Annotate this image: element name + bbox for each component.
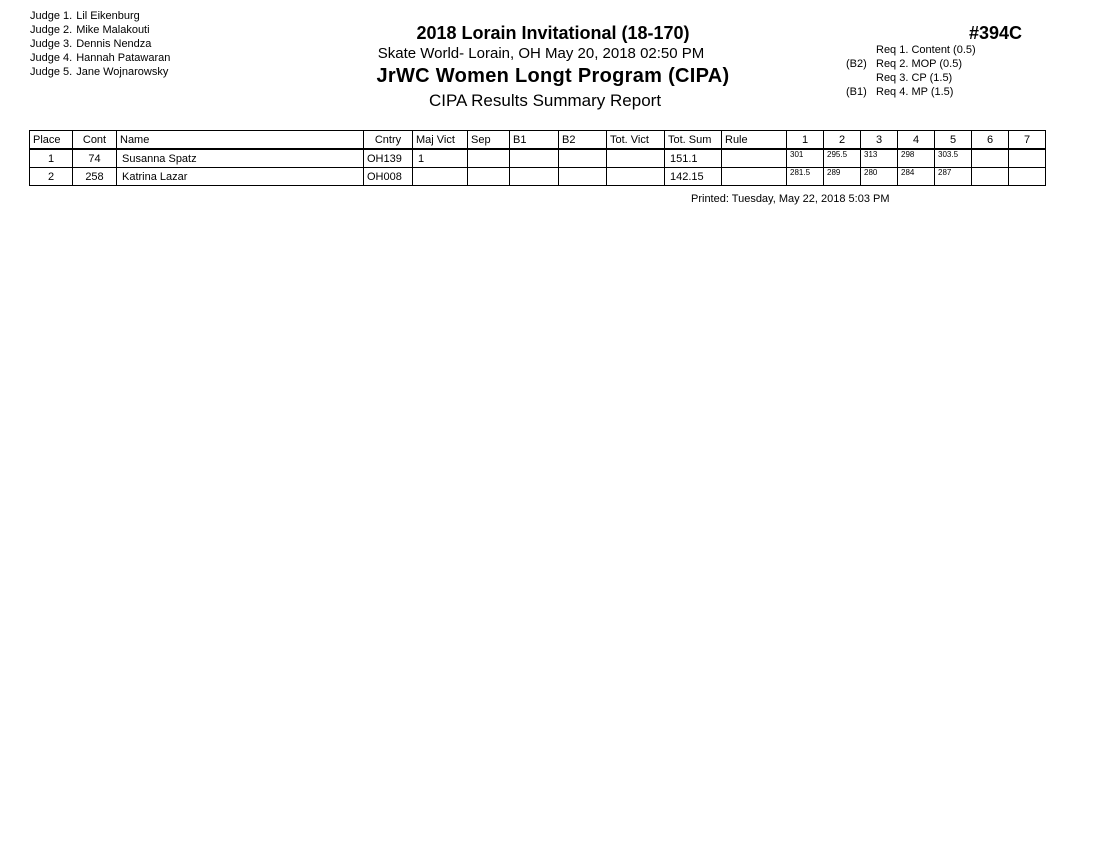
judge-row: [30, 9, 170, 23]
requirement-row: [846, 43, 976, 57]
requirement-row: [846, 85, 976, 99]
table-row: [30, 149, 1046, 168]
cell-judge-3: 280: [861, 168, 898, 186]
column-header-judge-4: 4: [898, 131, 935, 150]
cell-b2: [559, 168, 607, 186]
requirement-prefix: (B1): [846, 86, 867, 98]
judge-row: [30, 23, 170, 37]
cell-b1: [510, 168, 559, 186]
cell-judge-2: 295.5: [824, 149, 861, 168]
requirement-text: Req 2. MOP (0.5): [876, 58, 962, 70]
cell-judge-7: [1009, 168, 1046, 186]
judge-row: [30, 65, 170, 79]
column-header-cont: Cont: [73, 131, 117, 150]
cell-tot-sum: 151.1: [665, 149, 722, 168]
cell-cntry: OH008: [364, 168, 413, 186]
venue-date-subtitle: Skate World- Lorain, OH May 20, 2018 02:50 PM: [377, 45, 705, 62]
cell-tot-sum: 142.15: [665, 168, 722, 186]
judges-list: [30, 9, 170, 79]
cell-rule: [722, 168, 787, 186]
column-header-place: Place: [30, 131, 73, 150]
requirement-row: [846, 57, 976, 71]
column-header-sep: Sep: [468, 131, 510, 150]
judge-name: Hannah Patawaran: [76, 52, 171, 64]
column-header-name: Name: [117, 131, 364, 150]
cell-judge-4: 298: [898, 149, 935, 168]
column-header-b2: B2: [559, 131, 607, 150]
cell-judge-6: [972, 149, 1009, 168]
column-header-judge-3: 3: [861, 131, 898, 150]
cell-tot-vict: [607, 168, 665, 186]
requirement-text: Req 3. CP (1.5): [876, 72, 953, 84]
cell-cont: 258: [73, 168, 117, 186]
column-header-b1: B1: [510, 131, 559, 150]
cell-maj-vict: 1: [413, 149, 468, 168]
table-header-row: [30, 131, 1046, 150]
column-header-judge-2: 2: [824, 131, 861, 150]
judge-label: Judge 4.: [30, 52, 73, 64]
judge-label: Judge 2.: [30, 24, 73, 36]
cell-b1: [510, 149, 559, 168]
cell-rule: [722, 149, 787, 168]
column-header-cntry: Cntry: [364, 131, 413, 150]
column-header-tot-vict: Tot. Vict: [607, 131, 665, 150]
judge-label: Judge 1.: [30, 10, 73, 22]
printed-timestamp: Printed: Tuesday, May 22, 2018 5:03 PM: [691, 193, 890, 205]
judge-name: Jane Wojnarowsky: [76, 66, 169, 78]
cell-judge-3: 313: [861, 149, 898, 168]
competition-title: 2018 Lorain Invitational (18-170): [416, 23, 690, 43]
results-table: [29, 130, 1046, 186]
cell-judge-6: [972, 168, 1009, 186]
requirements-list: [846, 43, 976, 99]
judge-name: Dennis Nendza: [76, 38, 152, 50]
judge-label: Judge 3.: [30, 38, 73, 50]
report-title: CIPA Results Summary Report: [428, 91, 662, 110]
cell-judge-5: 303.5: [935, 149, 972, 168]
requirement-row: [846, 71, 976, 85]
judge-label: Judge 5.: [30, 66, 73, 78]
cell-judge-5: 287: [935, 168, 972, 186]
cell-sep: [468, 168, 510, 186]
cell-name: Katrina Lazar: [117, 168, 364, 186]
column-header-judge-7: 7: [1009, 131, 1046, 150]
cell-judge-2: 289: [824, 168, 861, 186]
cell-judge-4: 284: [898, 168, 935, 186]
judge-name: Mike Malakouti: [76, 24, 150, 36]
cell-b2: [559, 149, 607, 168]
cell-judge-1: 281.5: [787, 168, 824, 186]
cell-place: 1: [30, 149, 73, 168]
column-header-judge-6: 6: [972, 131, 1009, 150]
judge-row: [30, 51, 170, 65]
cell-name: Susanna Spatz: [117, 149, 364, 168]
requirement-text: Req 1. Content (0.5): [876, 44, 976, 56]
cell-judge-7: [1009, 149, 1046, 168]
cell-cntry: OH139: [364, 149, 413, 168]
requirement-prefix: (B2): [846, 58, 867, 70]
event-number: #394C: [968, 23, 1022, 43]
column-header-judge-5: 5: [935, 131, 972, 150]
event-title: JrWC Women Longt Program (CIPA): [376, 65, 730, 87]
requirement-text: Req 4. MP (1.5): [876, 86, 954, 98]
cell-maj-vict: [413, 168, 468, 186]
cell-tot-vict: [607, 149, 665, 168]
cell-judge-1: 301: [787, 149, 824, 168]
table-row: [30, 168, 1046, 186]
cell-cont: 74: [73, 149, 117, 168]
cell-place: 2: [30, 168, 73, 186]
column-header-judge-1: 1: [787, 131, 824, 150]
judge-row: [30, 37, 170, 51]
column-header-maj-vict: Maj Vict: [413, 131, 468, 150]
judge-name: Lil Eikenburg: [76, 10, 140, 22]
cell-sep: [468, 149, 510, 168]
column-header-rule: Rule: [722, 131, 787, 150]
column-header-tot-sum: Tot. Sum: [665, 131, 722, 150]
